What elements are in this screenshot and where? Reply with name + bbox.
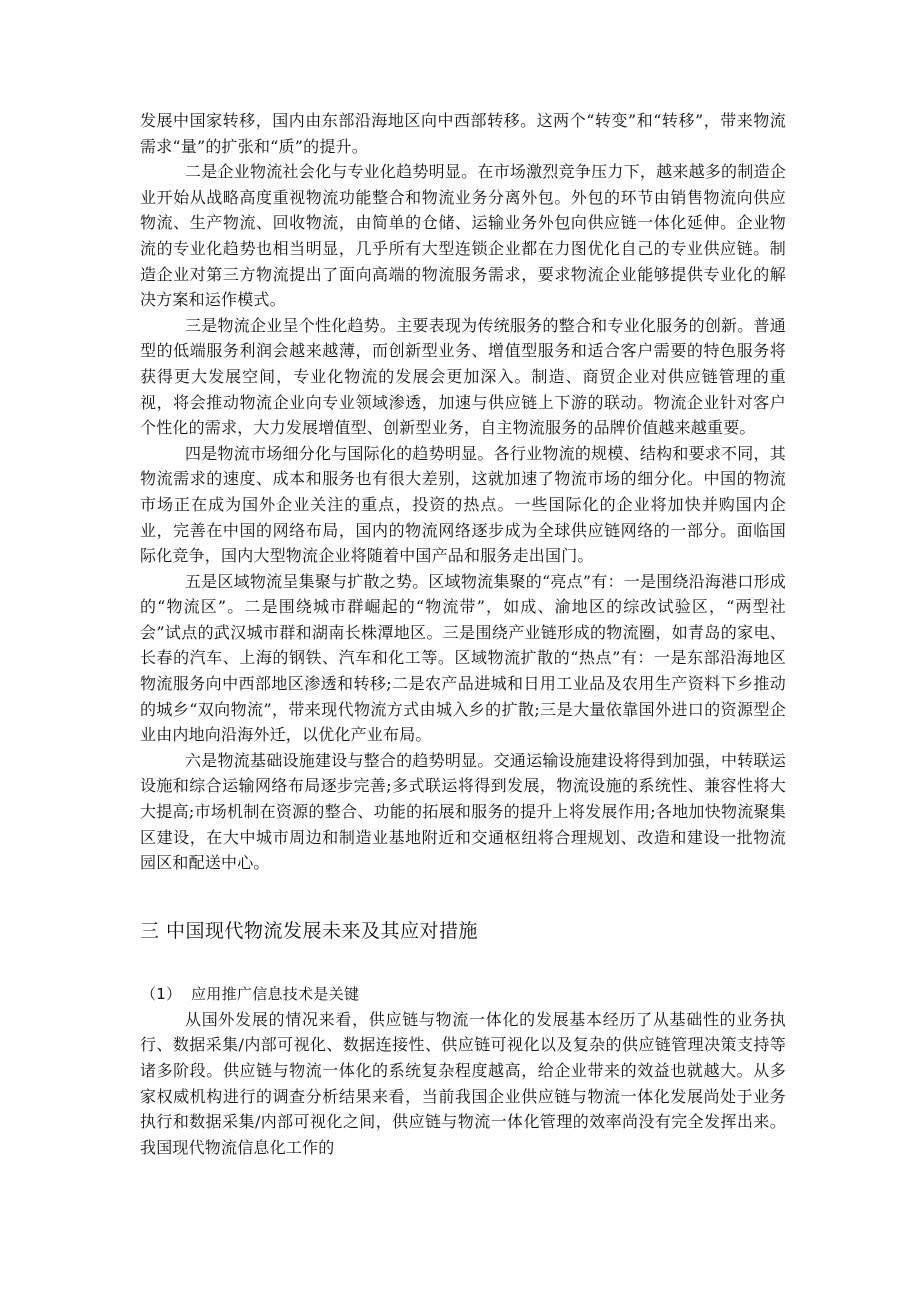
paragraph-continuation: 发展中国家转移，国内由东部沿海地区向中西部转移。这两个“转变”和“转移”，带来物流需求“量”的扩张和“质”的提升。 xyxy=(140,111,786,156)
section-heading: 三 中国现代物流发展未来及其应对措施 xyxy=(140,919,479,942)
sub-heading-number: （1） xyxy=(141,984,182,1003)
sub-heading-title: 应用推广信息技术是关键 xyxy=(191,984,360,1003)
paragraph-trend-5: 五是区域物流呈集聚与扩散之势。区域物流集聚的“亮点”有：一是围绕沿海港口形成的“物流区”。二是围绕城市群崛起的“物流带”，如成、渝地区的综改试验区，“两型社会”试点的武汉城市群和湖南长株潭地区。三是围绕产业链形成的物流圈，如青岛的家电、长春的汽车、上海的钢铁、汽车和化工等。区域物流扩散的“热点”有：一是东部沿海地区物流服务向中西部地区渗透和转移;二是农产品进城和日用工业品及农用生产资料下乡推动的城乡“双向物流”，带来现代物流方式由城入乡的扩散;三是大量依靠国外进口的资源型企业由内地向沿海外迁，以优化产业布局。 xyxy=(140,571,786,745)
paragraph-trend-2: 二是企业物流社会化与专业化趋势明显。在市场激烈竞争压力下，越来越多的制造企业开始从战略高度重视物流功能整合和物流业务分离外包。外包的环节由销售物流向供应物流、生产物流、回收物流，由简单的仓储、运输业务外包向供应链一体化延伸。企业物流的专业化趋势也相当明显，几乎所有大型连锁企业都在力图优化自己的专业供应链。制造企业对第三方物流提出了面向高端的物流服务需求，要求物流企业能够提供专业化的解决方案和运作模式。 xyxy=(140,162,786,310)
paragraph-trend-3: 三是物流企业呈个性化趋势。主要表现为传统服务的整合和专业化服务的创新。普通型的低端服务利润会越来越薄，而创新型业务、增值型服务和适合客户需要的特色服务将获得更大发展空间，专业化物流的发展会更加深入。制造、商贸企业对供应链管理的重视，将会推动物流企业向专业领域渗透，加速与供应链上下游的联动。物流企业针对客户个性化的需求，大力发展增值型、创新型业务，自主物流服务的品牌价值越来越重要。 xyxy=(140,315,786,438)
sub-heading xyxy=(140,982,786,1007)
paragraph-trend-4: 四是物流市场细分化与国际化的趋势明显。各行业物流的规模、结构和要求不同，其物流需求的速度、成本和服务也有很大差别，这就加速了物流市场的细分化。中国的物流市场正在成为国外企业关注的重点，投资的热点。一些国际化的企业将加快并购国内企业，完善在中国的网络布局，国内的物流网络逐步成为全球供应链网络的一部分。面临国际化竞争，国内大型物流企业将随着中国产品和服务走出国门。 xyxy=(140,443,786,566)
document-page xyxy=(140,108,786,1160)
paragraph-trend-6: 六是物流基础设施建设与整合的趋势明显。交通运输设施建设将得到加强，中转联运设施和综合运输网络布局逐步完善;多式联运将得到发展，物流设施的系统性、兼容性将大大提高;市场机制在资源的整合、功能的拓展和服务的提升上将发展作用;各地加快物流聚集区建设，在大中城市周边和制造业基地附近和交通枢纽将合理规划、改造和建设一批物流园区和配送中心。 xyxy=(140,750,786,873)
paragraph-info-tech: 从国外发展的情况来看，供应链与物流一体化的发展基本经历了从基础性的业务执行、数据采集/内部可视化、数据连接性、供应链可视化以及复杂的供应链管理决策支持等诸多阶段。供应链与物流一体化的系统复杂程度越高，给企业带来的效益也就越大。从多家权威机构进行的调查分析结果来看，当前我国企业供应链与物流一体化发展尚处于业务执行和数据采集/内部可视化之间，供应链与物流一体化管理的效率尚没有完全发挥出来。 我国现代物流信息化工作的 xyxy=(140,1009,786,1157)
